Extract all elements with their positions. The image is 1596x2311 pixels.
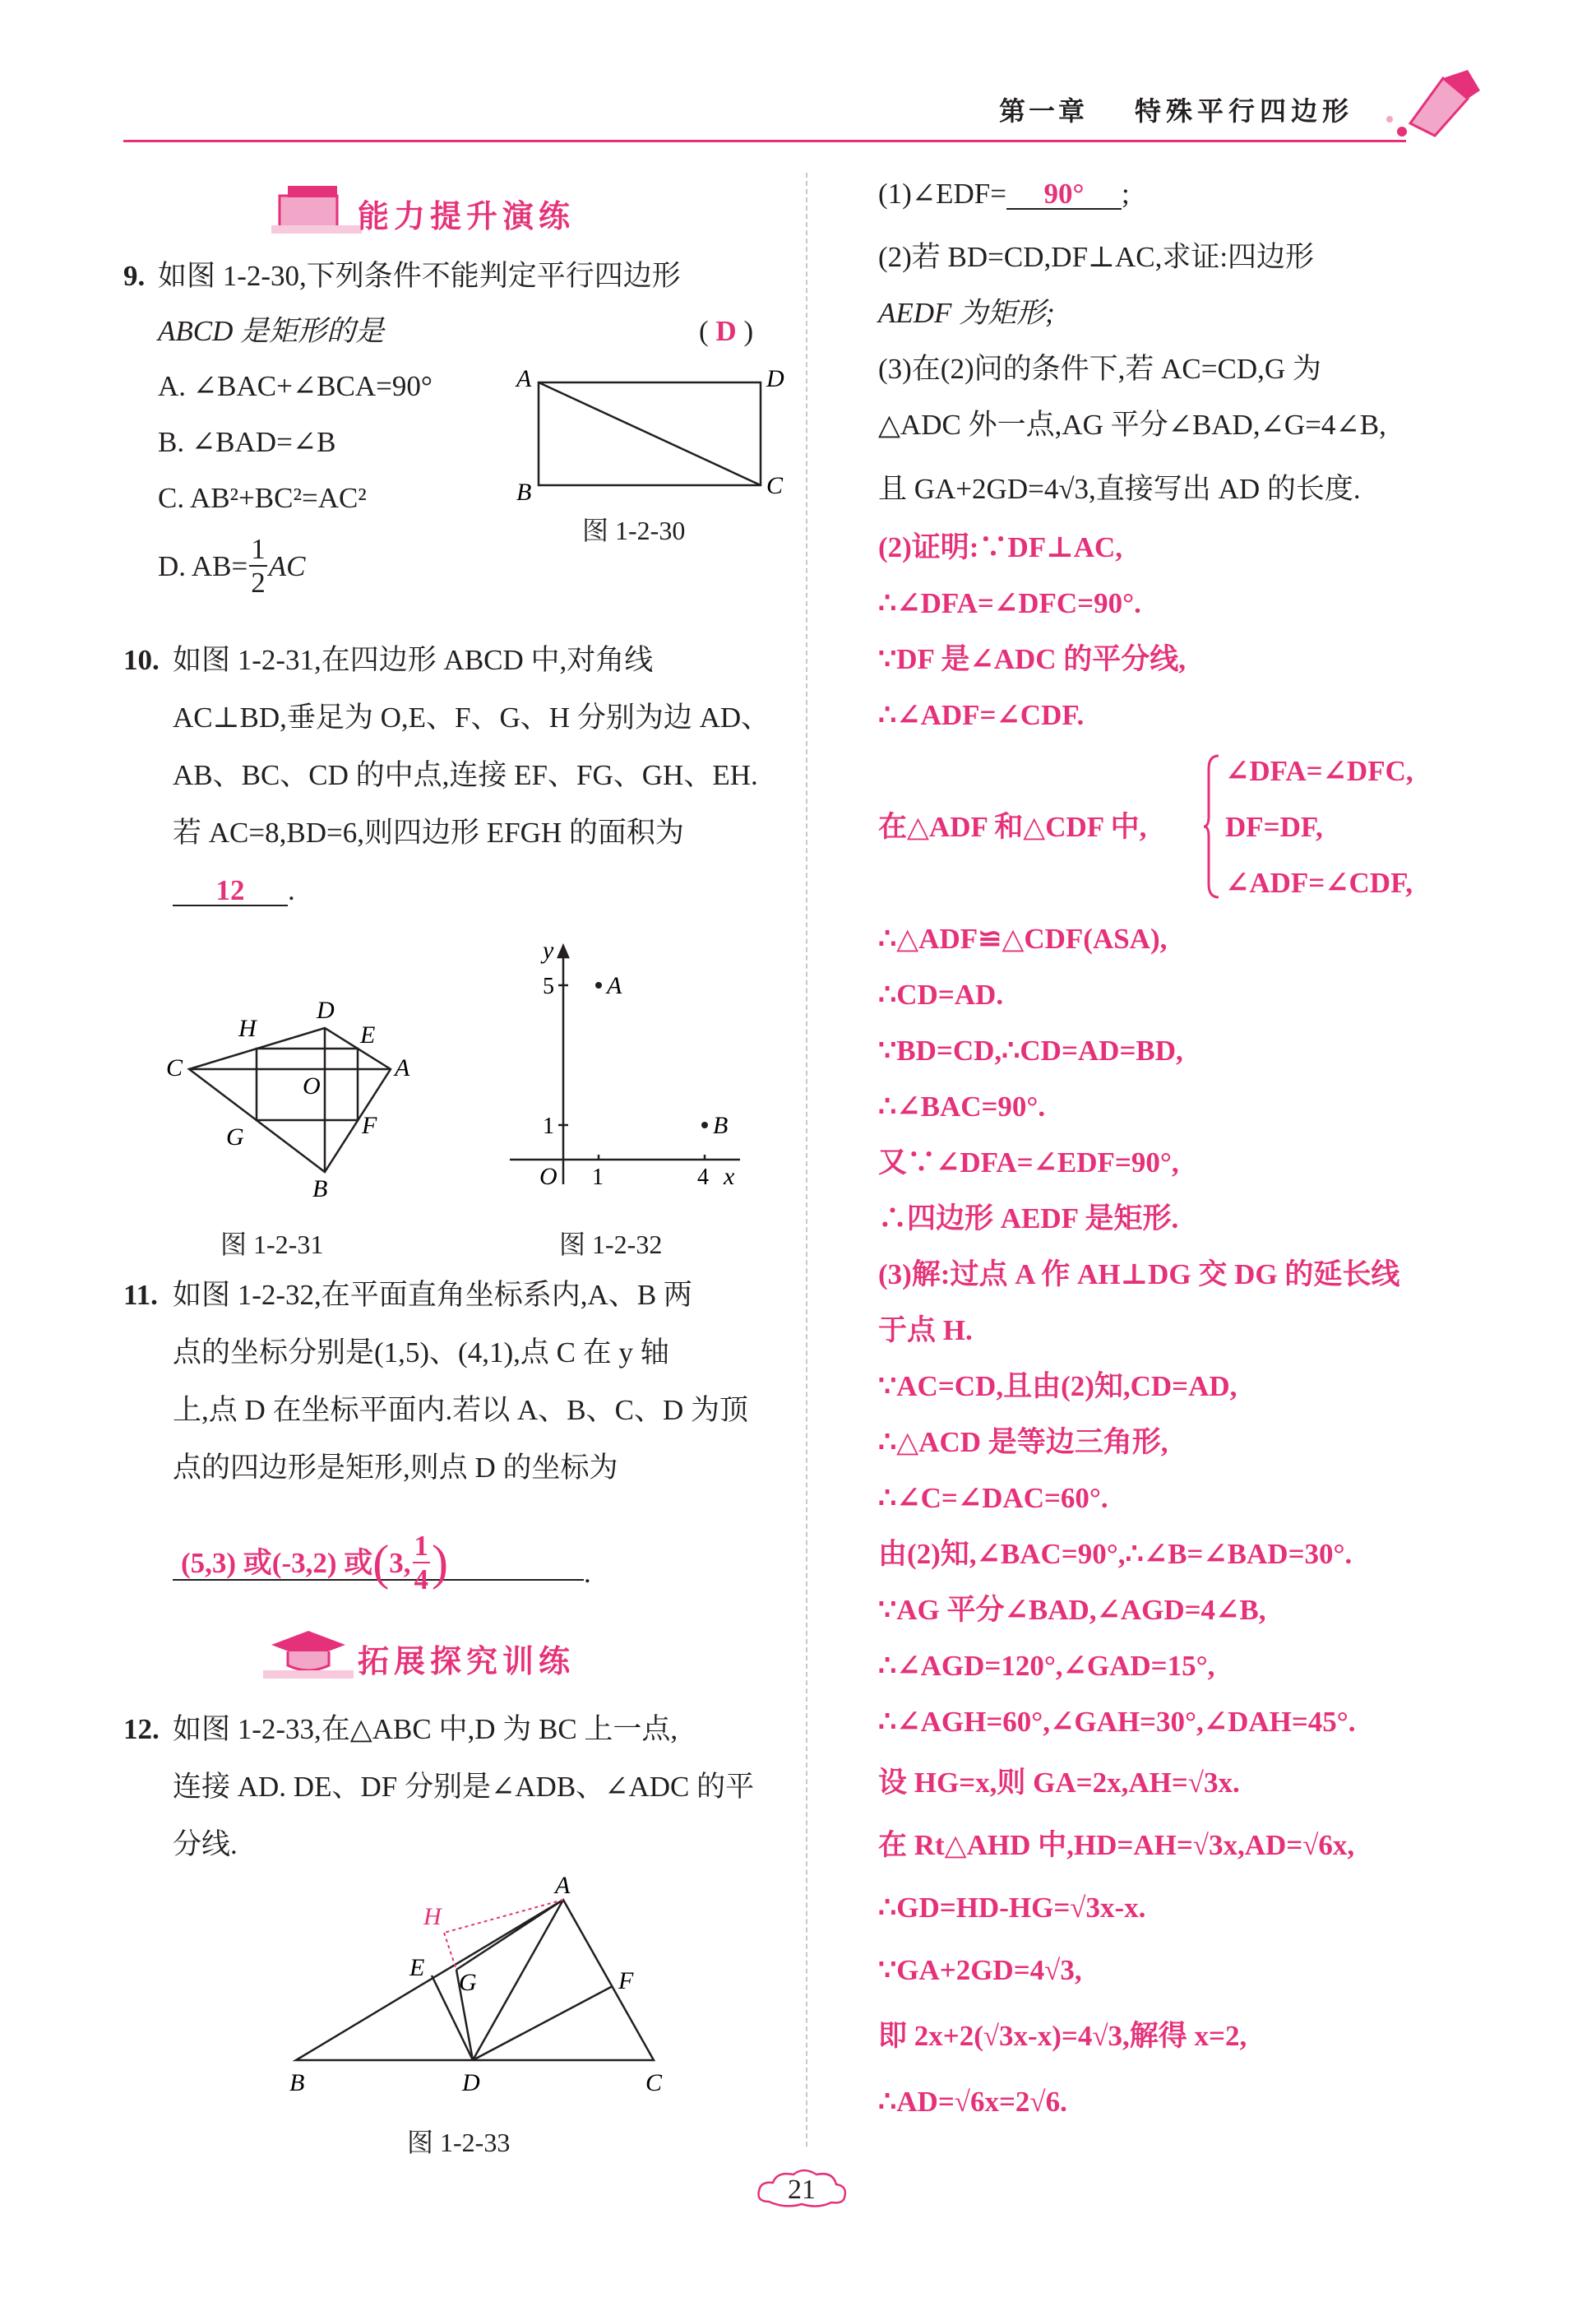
figure-1-2-31 [156, 987, 428, 1201]
solution-line: ∴∠AGH=60°,∠GAH=30°,∠DAH=45°. [878, 1706, 1356, 1738]
solution-line: ∵GA+2GD=4√3, [878, 1954, 1082, 1986]
solution-line: ∵BD=CD,∴CD=AD=BD, [878, 1035, 1183, 1067]
segment-ag [456, 1900, 563, 1970]
fraction: $\frac{1}{2}$ [251, 533, 266, 599]
solution-line: ∵AG 平分∠BAD,∠AGD=4∠B, [878, 1594, 1266, 1626]
fraction: $\frac{1}{4}$ [414, 1530, 429, 1595]
solution-line: ∴GD=HD-HG=√3x-x. [878, 1892, 1146, 1924]
q12-part3-line3: 且 GA+2GD=4√3,直接写出 AD 的长度. [878, 473, 1361, 505]
label-b: B [312, 1175, 328, 1202]
column-divider [806, 173, 807, 2147]
q9-option-b: B. ∠BAD=∠B [158, 426, 336, 458]
label-c: C [766, 472, 784, 499]
point-b [701, 1122, 708, 1128]
figure-caption: 图 1-2-33 [407, 2128, 511, 2157]
system-line-1: ∠DFA=∠DFC, [1225, 755, 1413, 787]
label-c: C [166, 1054, 183, 1081]
figure-1-2-33 [280, 1872, 691, 2105]
q10-line4: 若 AC=8,BD=6,则四边形 EFGH 的面积为 [173, 817, 684, 849]
origin-label: O [539, 1163, 557, 1190]
label-e: E [360, 1021, 376, 1049]
solution-line: ∴∠DFA=∠DFC=90°. [878, 587, 1141, 619]
graduation-cap-icon [263, 1624, 354, 1682]
q11-line2: 点的坐标分别是(1,5)、(4,1),点 C 在 y 轴 [173, 1336, 669, 1369]
q12-line3: 分线. [173, 1828, 238, 1860]
page-header [123, 74, 1505, 148]
q10-line3: AB、BC、CD 的中点,连接 EF、FG、GH、EH. [173, 759, 758, 791]
q11-line1: 如图 1-2-32,在平面直角坐标系内,A、B 两 [173, 1279, 692, 1311]
label-a: A [555, 1872, 571, 1899]
system-line-3: ∠ADF=∠CDF, [1225, 867, 1413, 899]
figure-caption: 图 1-2-32 [559, 1230, 663, 1259]
q12-part2-line2: AEDF 为矩形; [878, 297, 1055, 329]
q9-option-a: A. ∠BAC+∠BCA=90° [158, 370, 433, 402]
q11-number: 11. [123, 1279, 158, 1311]
books-icon [271, 179, 362, 237]
point-a [595, 982, 602, 989]
solution-line: 由(2)知,∠BAC=90°,∴∠B=∠BAD=30°. [878, 1538, 1353, 1570]
solution-system-prefix: 在△ADF 和△CDF 中, [878, 811, 1147, 843]
q12-line2: 连接 AD. DE、DF 分别是∠ADB、∠ADC 的平 [173, 1771, 755, 1803]
q9-stem-line1: 如图 1-2-30,下列条件不能判定平行四边形 [158, 260, 681, 292]
label-d: D [317, 997, 335, 1024]
q11-answer: (5,3) 或(-3,2) 或 ( 3, $\frac{1}{4}$ ) [173, 1515, 584, 1581]
solution-line: ∵DF 是∠ADC 的平分线, [878, 643, 1187, 675]
label-o: O [303, 1072, 321, 1100]
section-heading-extension [263, 1624, 658, 1682]
q9-answer: ( D ) [699, 315, 754, 347]
tick-label: 4 [697, 1165, 709, 1190]
period: . [584, 1557, 591, 1589]
chapter-label: 第一章 [999, 95, 1089, 127]
figure-caption: 图 1-2-31 [220, 1230, 324, 1259]
label-b: B [713, 1112, 729, 1139]
label-a: A [395, 1054, 410, 1081]
q10-line2: AC⊥BD,垂足为 O,E、F、G、H 分别为边 AD、 [173, 702, 770, 734]
label-d: D [766, 365, 784, 392]
q10-number: 10. [123, 644, 160, 676]
q9-option-d: D. AB= $\frac{1}{2}$ AC [158, 533, 306, 599]
label-f: F [362, 1112, 377, 1139]
label-a: A [607, 972, 622, 999]
label-g: G [459, 1969, 477, 1996]
label-c: C [645, 2069, 663, 2096]
solution-line: ∴∠C=∠DAC=60°. [878, 1482, 1108, 1514]
q12-number: 12. [123, 1713, 160, 1745]
label-g: G [226, 1123, 244, 1151]
q10-answer-blank: 12 . [173, 876, 295, 906]
solution-line: ∵AC=CD,且由(2)知,CD=AD, [878, 1370, 1237, 1402]
label-h: H [423, 1903, 442, 1930]
q10-line1: 如图 1-2-31,在四边形 ABCD 中,对角线 [173, 644, 654, 676]
solution-line: 在 Rt△AHD 中,HD=AH=√3x,AD=√6x, [878, 1829, 1355, 1861]
section-heading-ability [271, 179, 666, 237]
q9-option-c: C. AB²+BC²=AC² [158, 482, 367, 514]
left-brace [1202, 753, 1222, 901]
q12-part2-line1: (2)若 BD=CD,DF⊥AC,求证:四边形 [878, 241, 1315, 273]
q12-part1: (1)∠EDF= 90° ; [878, 178, 1130, 210]
q9-stem-line2: ABCD 是矩形的是 [158, 315, 385, 347]
axis-label-y: y [543, 937, 554, 964]
segment-ah [444, 1900, 563, 1933]
solution-line: ∴AD=√6x=2√6. [878, 2086, 1067, 2118]
header-rule [123, 140, 1406, 142]
figure-1-2-32 [493, 938, 756, 1201]
page-number: 21 [788, 2174, 816, 2205]
label-a: A [516, 365, 532, 392]
q12-line1: 如图 1-2-33,在△ABC 中,D 为 BC 上一点, [173, 1713, 678, 1745]
y-axis-arrow [558, 946, 568, 957]
section-title: 能力提升演练 [358, 198, 576, 234]
label-b: B [289, 2069, 305, 2096]
chapter-title: 特殊平行四边形 [1135, 95, 1354, 127]
label-e: E [409, 1954, 425, 1981]
solution-line: ∴四边形 AEDF 是矩形. [878, 1202, 1179, 1234]
solution-line: (3)解:过点 A 作 AH⊥DG 交 DG 的延长线 [878, 1258, 1400, 1290]
solution-line: 即 2x+2(√3x-x)=4√3,解得 x=2, [878, 2020, 1247, 2052]
solution-line: ∴△ADF≌△CDF(ASA), [878, 923, 1168, 955]
label-d: D [462, 2069, 480, 2096]
segment-hg [444, 1933, 456, 1970]
tick-label: 1 [543, 1114, 554, 1139]
tick-label: 5 [543, 974, 554, 999]
label-b: B [516, 479, 532, 506]
section-title: 拓展探究训练 [358, 1643, 576, 1679]
axis-label-x: x [724, 1163, 735, 1190]
figure-1-2-30 [510, 362, 784, 510]
q9-number: 9. [123, 260, 146, 292]
solution-line: (2)证明:∵DF⊥AC, [878, 531, 1123, 563]
q12-part3-line1: (3)在(2)问的条件下,若 AC=CD,G 为 [878, 353, 1321, 385]
header-decoration-icon [1377, 66, 1492, 148]
solution-line: 设 HG=x,则 GA=2x,AH=√3x. [878, 1767, 1240, 1799]
q11-line4: 点的四边形是矩形,则点 D 的坐标为 [173, 1452, 618, 1484]
solution-line: ∴△ACD 是等边三角形, [878, 1426, 1168, 1458]
solution-line: ∴∠ADF=∠CDF. [878, 699, 1085, 731]
figure-caption: 图 1-2-30 [582, 516, 686, 545]
label-f: F [618, 1967, 634, 1994]
page-number-badge [752, 2165, 851, 2214]
q12-part3-line2: △ADC 外一点,AG 平分∠BAD,∠G=4∠B, [878, 409, 1386, 441]
solution-line: ∴CD=AD. [878, 979, 1004, 1011]
solution-line: ∴∠AGD=120°,∠GAD=15°, [878, 1650, 1215, 1682]
system-line-2: DF=DF, [1225, 811, 1323, 843]
diagonal-ac [539, 382, 761, 485]
tick-label: 1 [592, 1165, 604, 1190]
q11-line3: 上,点 D 在坐标平面内.若以 A、B、C、D 为顶 [173, 1394, 749, 1426]
label-h: H [238, 1015, 257, 1042]
solution-line: ∴∠BAC=90°. [878, 1091, 1046, 1123]
solution-line: 于点 H. [878, 1314, 973, 1346]
solution-line: 又∵∠DFA=∠EDF=90°, [878, 1146, 1179, 1179]
